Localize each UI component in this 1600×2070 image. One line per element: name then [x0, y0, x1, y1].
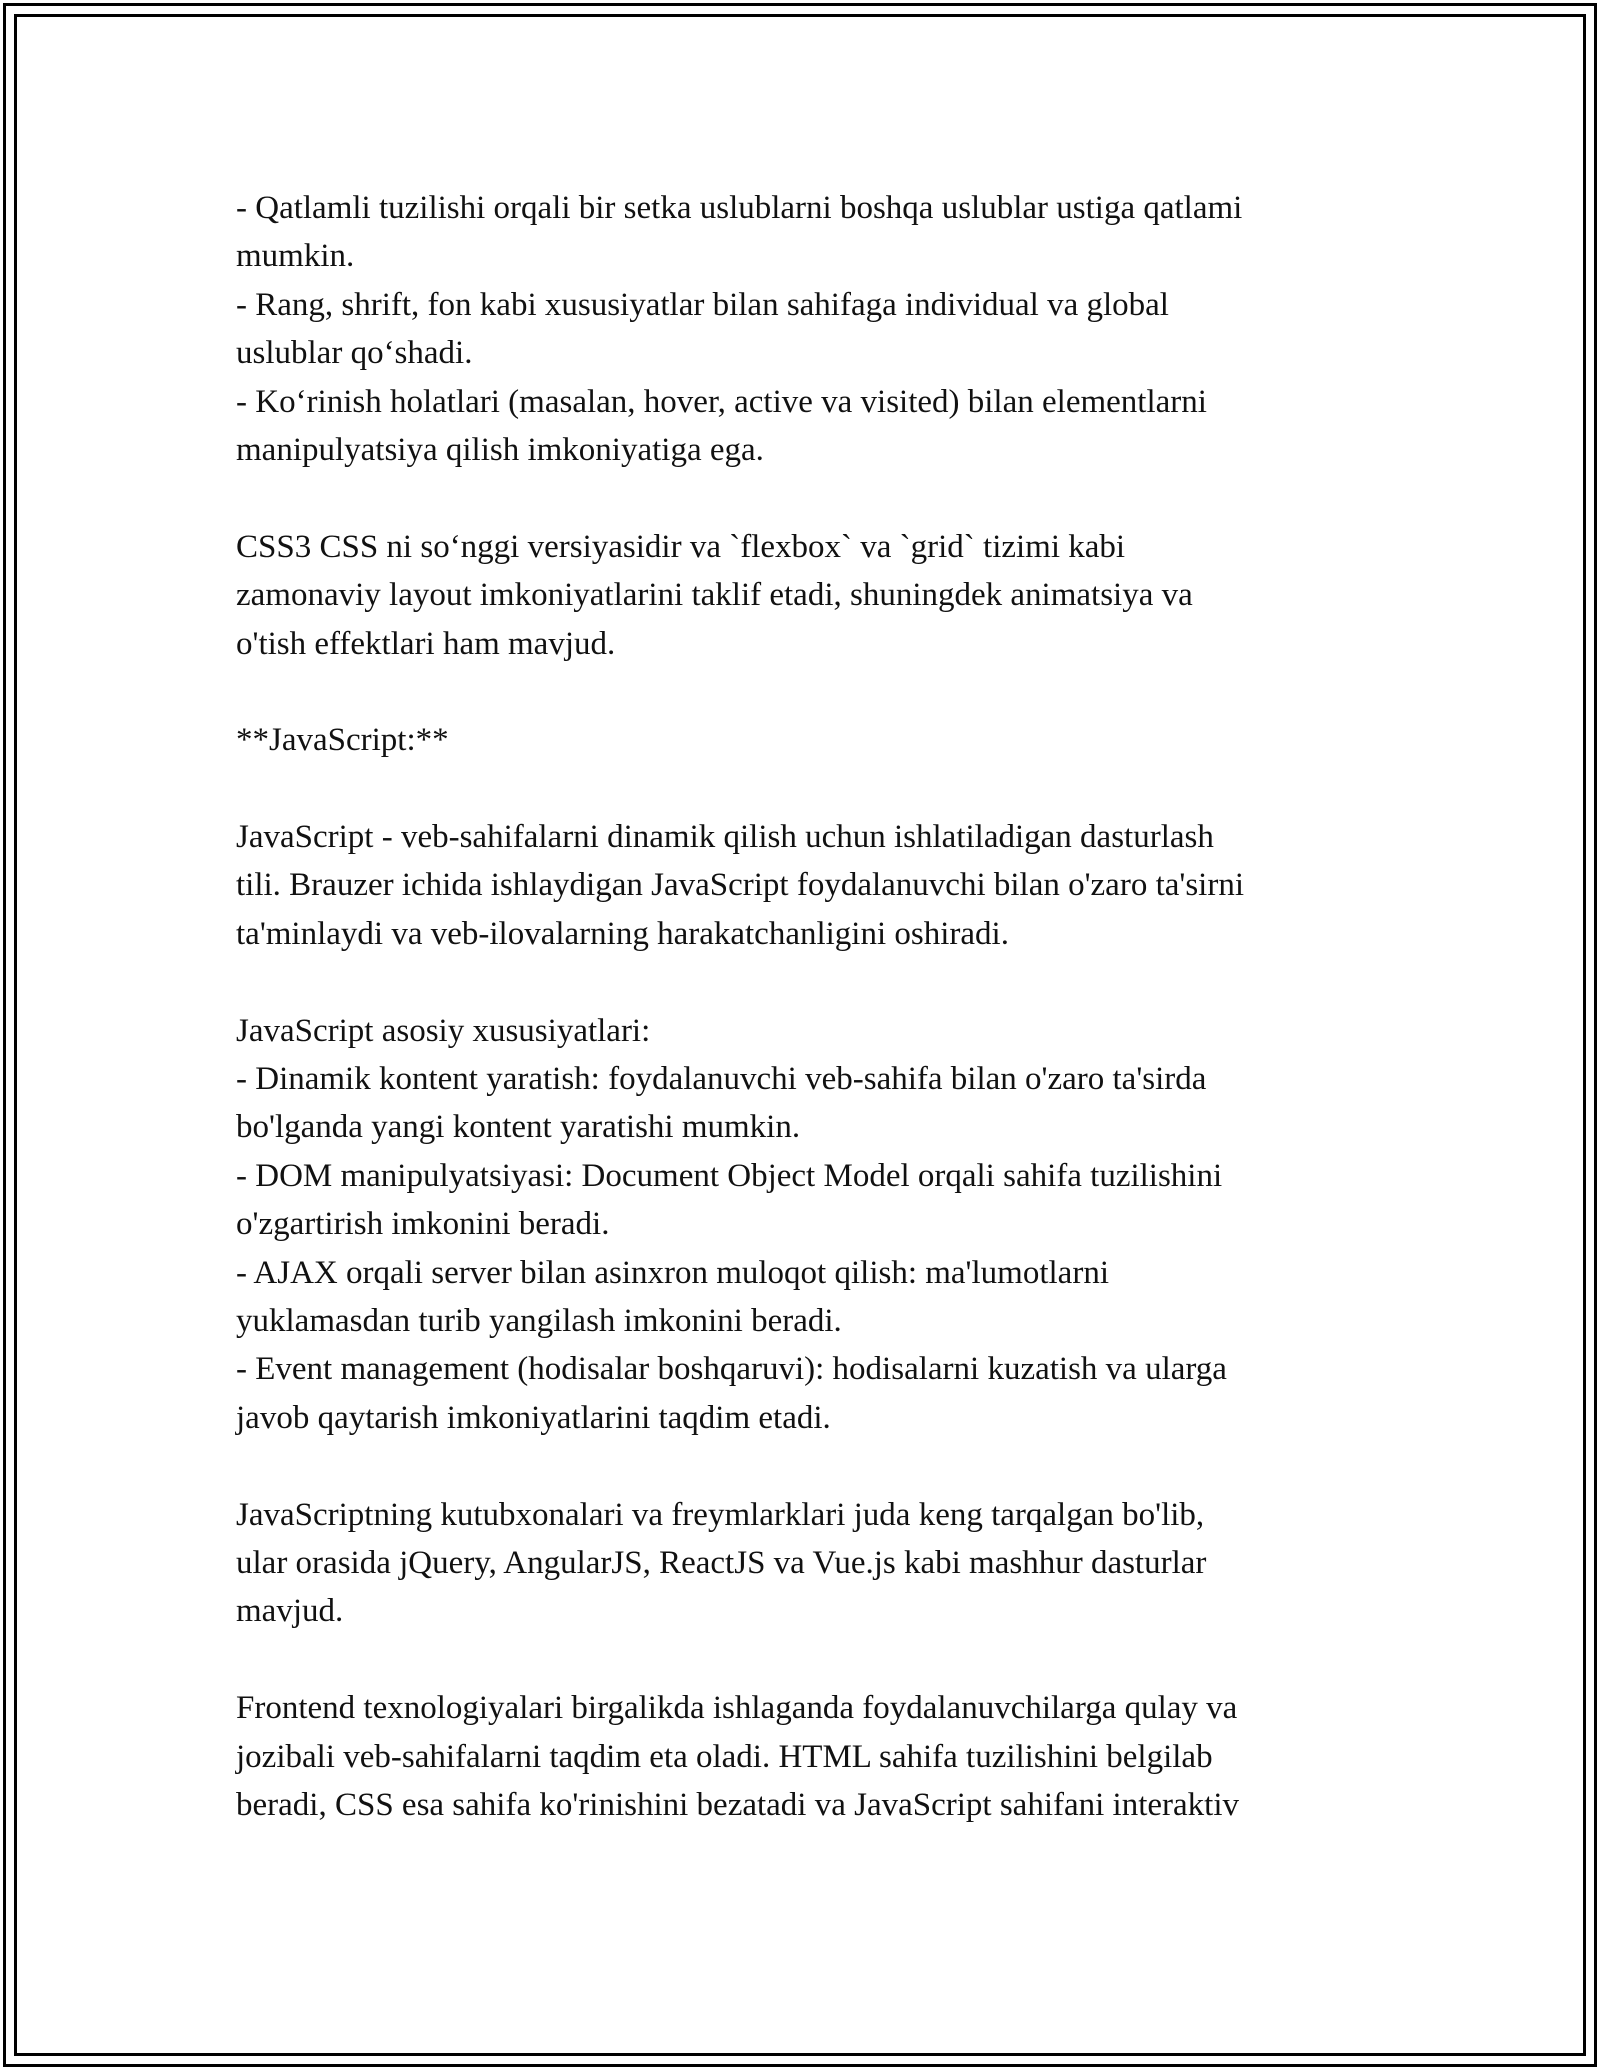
paragraph-gap: [236, 668, 1396, 716]
text-line: ta'minlaydi va veb-ilovalarning harakatchanligini oshiradi.: [236, 915, 1009, 952]
text-line: JavaScript - veb-sahifalarni dinamik qilish uchun ishlatiladigan dasturlash: [236, 819, 1214, 856]
text-line: mumkin.: [236, 238, 355, 275]
text-line: manipulyatsiya qilish imkoniyatiga ega.: [236, 431, 764, 468]
text-line: - Qatlamli tuzilishi orqali bir setka uslublarni boshqa uslublar ustiga qatlami: [236, 190, 1243, 226]
text-line: javob qaytarish imkoniyatlarini taqdim etadi.: [236, 1399, 831, 1436]
paragraph-css-features: [236, 184, 1396, 474]
paragraph-gap: [236, 1636, 1396, 1684]
text-line: - Event management (hodisalar boshqaruvi): hodisalarni kuzatish va ularga: [236, 1351, 1227, 1388]
text-line: uslublar qo‘shadi.: [236, 335, 473, 372]
paragraph-frontend-summary: [236, 1684, 1396, 1829]
text-line: Frontend texnologiyalari birgalikda ishlaganda foydalanuvchilarga qulay va: [236, 1690, 1238, 1727]
text-line: bo'lganda yangi kontent yaratishi mumkin.: [236, 1109, 801, 1146]
text-line: jozibali veb-sahifalarni taqdim eta oladi. HTML sahifa tuzilishini belgilab: [236, 1738, 1213, 1775]
text-line: mavjud.: [236, 1593, 344, 1630]
text-line: JavaScriptning kutubxonalari va freymlarklari juda keng tarqalgan bo'lib,: [236, 1496, 1205, 1533]
paragraph-gap: [236, 765, 1396, 813]
text-line: tili. Brauzer ichida ishlaydigan JavaScript foydalanuvchi bilan o'zaro ta'sirni: [236, 867, 1244, 904]
document-body: [236, 184, 1396, 1829]
section-heading-javascript: [236, 716, 1396, 764]
text-line: ular orasida jQuery, AngularJS, ReactJS va Vue.js kabi mashhur dasturlar: [236, 1544, 1207, 1581]
text-line: JavaScript asosiy xususiyatlari:: [236, 1012, 651, 1049]
text-line: o'tish effektlari ham mavjud.: [236, 625, 616, 662]
text-line: o'zgartirish imkonini beradi.: [236, 1206, 610, 1243]
paragraph-javascript-intro: [236, 813, 1396, 958]
text-line: - Rang, shrift, fon kabi xususiyatlar bilan sahifaga individual va global: [236, 286, 1169, 323]
paragraph-javascript-features: [236, 1007, 1396, 1443]
text-line: - DOM manipulyatsiyasi: Document Object Model orqali sahifa tuzilishini: [236, 1157, 1223, 1194]
text-line: zamonaviy layout imkoniyatlarini taklif etadi, shuningdek animatsiya va: [236, 577, 1193, 614]
text-line: - AJAX orqali server bilan asinxron muloqot qilish: ma'lumotlarni: [236, 1254, 1109, 1291]
text-line: - Dinamik kontent yaratish: foydalanuvchi veb-sahifa bilan o'zaro ta'sirda: [236, 1061, 1207, 1098]
text-line: - Ko‘rinish holatlari (masalan, hover, active va visited) bilan elementlarni: [236, 383, 1207, 420]
paragraph-gap: [236, 474, 1396, 522]
text-line: CSS3 CSS ni so‘nggi versiyasidir va `flexbox` va `grid` tizimi kabi: [236, 528, 1126, 565]
paragraph-javascript-libraries: [236, 1491, 1396, 1636]
paragraph-css3: [236, 523, 1396, 668]
text-line: **JavaScript:**: [236, 722, 449, 759]
text-line: yuklamasdan turib yangilash imkonini beradi.: [236, 1302, 842, 1339]
paragraph-gap: [236, 958, 1396, 1006]
paragraph-gap: [236, 1442, 1396, 1490]
text-line: beradi, CSS esa sahifa ko'rinishini bezatadi va JavaScript sahifani interaktiv: [236, 1786, 1240, 1823]
